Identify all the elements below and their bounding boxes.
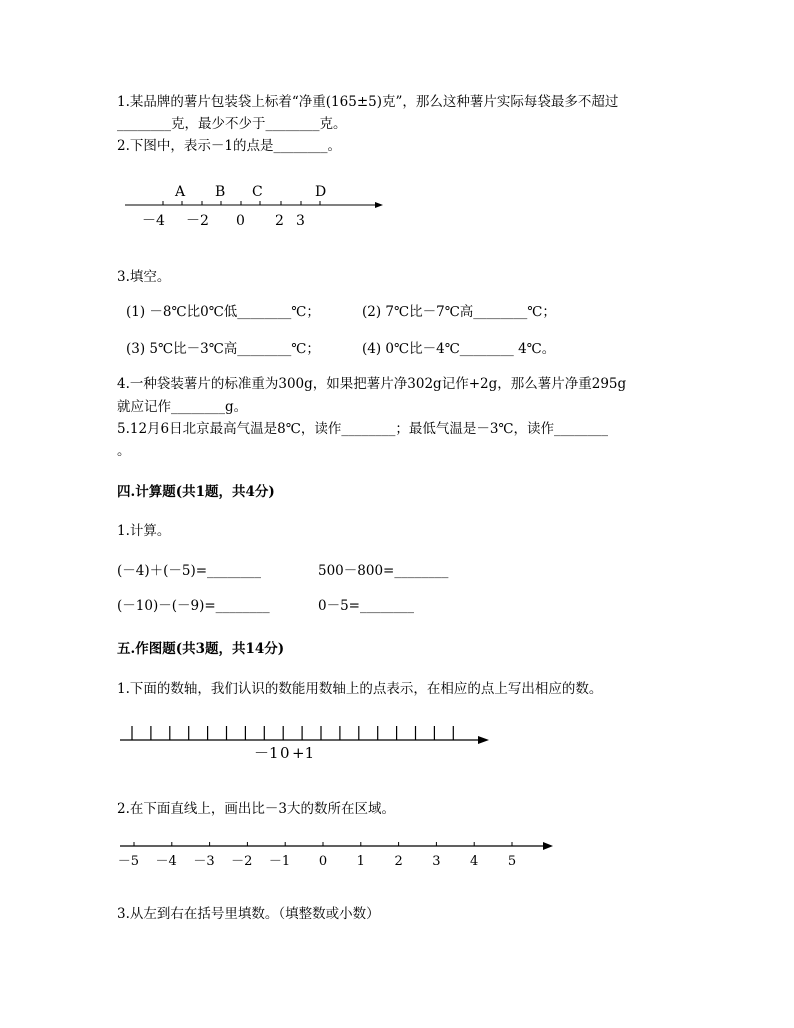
calc-item-3: (－10)－(－9)=________ [117,598,270,614]
label-plus-one: +1 [292,744,315,762]
section-4-heading: 四.计算题(共1题，共4分) [117,484,275,500]
q3-item-1: (1) －8℃比0℃低________℃； [126,304,320,320]
q3-item-3: (3) 5℃比－3℃高________℃； [126,341,320,357]
label-minus-one: －1 [254,744,279,762]
q5-line2: 。 [117,443,131,459]
tick-label: －3 [193,854,215,869]
q4-line2: 就应记作________g。 [117,399,248,415]
q4-line1: 4.一种袋装薯片的标准重为300g，如果把薯片净302g记作+2g，那么薯片净重295g [117,376,627,392]
point-label-c: C [252,184,263,200]
tick-label: 2 [275,213,284,229]
draw-q2-number-line [0,830,570,880]
tick-label: －2 [186,213,209,229]
axis-arrow [543,842,553,850]
calc-item-4: 0－5=________ [318,598,414,614]
point-label-b: B [215,184,226,200]
axis-arrow [478,736,489,744]
tick-label: 4 [470,854,479,869]
tick-label: 0 [318,854,328,869]
tick-label: －4 [142,213,165,229]
draw-q1-text: 1.下面的数轴，我们认识的数能用数轴上的点表示，在相应的点上写出相应的数。 [117,681,603,697]
tick-marks [132,726,453,740]
tick-label: 2 [394,854,403,869]
calc-title: 1.计算。 [117,523,171,539]
q3-item-2: (2) 7℃比－7℃高________℃； [362,304,556,320]
q1-line2: ________克，最少不少于________克。 [117,116,347,132]
q3-title: 3.填空。 [117,269,171,285]
tick-label: 1 [356,854,365,869]
tick-label: 3 [432,854,441,869]
draw-q3-text: 3.从左到右在括号里填数。（填整数或小数） [117,906,380,922]
q5-line1: 5.12月6日北京最高气温是8℃，读作________；最低气温是－3℃，读作________ [117,421,609,437]
axis-arrow [375,202,383,208]
draw-q2-text: 2.在下面直线上，画出比－3大的数所在区域。 [117,801,395,817]
q2-text: 2.下图中，表示－1的点是________。 [117,138,341,154]
tick-label: 5 [507,854,517,869]
calc-item-1: (－4)＋(－5)=________ [117,563,262,579]
tick-label: 0 [236,213,245,229]
section-5-heading: 五.作图题(共3题，共14分) [117,641,285,657]
point-label-d: D [315,184,327,200]
q2-number-line [0,175,420,235]
tick-labels [118,854,516,869]
tick-label: 3 [296,213,305,229]
calc-item-2: 500－800=________ [318,563,449,579]
tick-label: －2 [231,854,253,869]
tick-label: －5 [117,854,139,869]
q3-item-4: (4) 0℃比－4℃________ 4℃。 [362,341,556,357]
tick-label: －4 [155,854,177,869]
label-zero: 0 [280,744,290,762]
point-label-a: A [175,184,186,200]
draw-q1-number-line [0,720,500,770]
q1-line1: 1.某品牌的薯片包装袋上标着“净重(165±5)克”，那么这种薯片实际每袋最多不超过 [117,94,619,110]
tick-label: －1 [268,854,291,869]
